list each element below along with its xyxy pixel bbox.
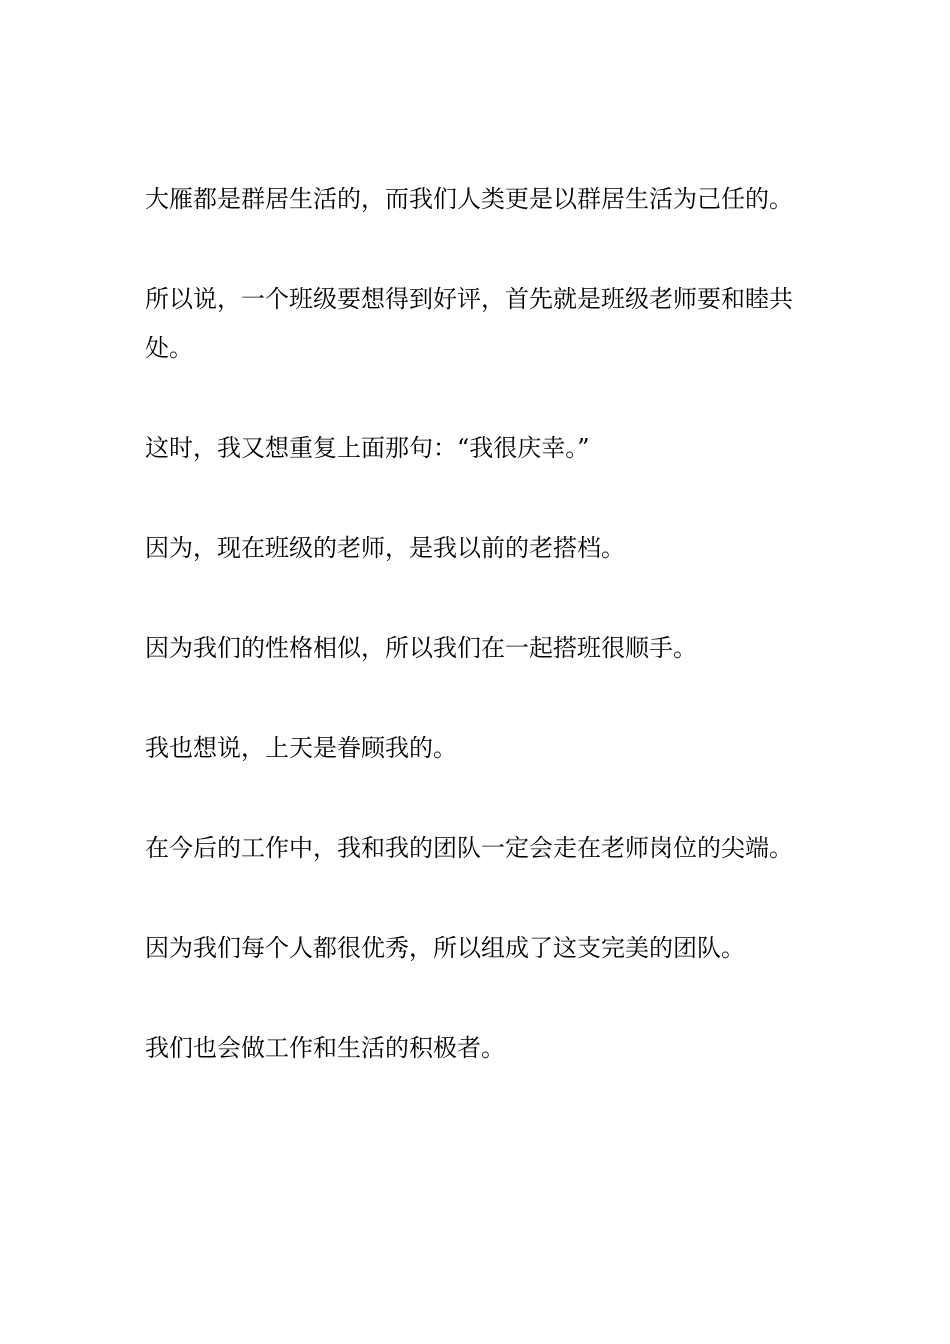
- paragraph-8: 因为我们每个人都很优秀，所以组成了这支完美的团队。: [145, 934, 745, 962]
- paragraph-1: 大雁都是群居生活的，而我们人类更是以群居生活为己任的。: [145, 185, 793, 213]
- document-body: [145, 175, 810, 1124]
- paragraph-7: 在今后的工作中，我和我的团队一定会走在老师岗位的尖端。: [145, 834, 793, 862]
- paragraph-4: 因为，现在班级的老师，是我以前的老搭档。: [145, 534, 625, 562]
- paragraph-6: 我也想说，上天是眷顾我的。: [145, 734, 457, 762]
- paragraph-9: 我们也会做工作和生活的积极者。: [145, 1034, 505, 1062]
- paragraph-5: 因为我们的性格相似，所以我们在一起搭班很顺手。: [145, 634, 697, 662]
- paragraph-3: 这时，我又想重复上面那句：“我很庆幸。”: [145, 434, 590, 462]
- paragraph-2: 所以说，一个班级要想得到好评，首先就是班级老师要和睦共处。: [145, 285, 793, 362]
